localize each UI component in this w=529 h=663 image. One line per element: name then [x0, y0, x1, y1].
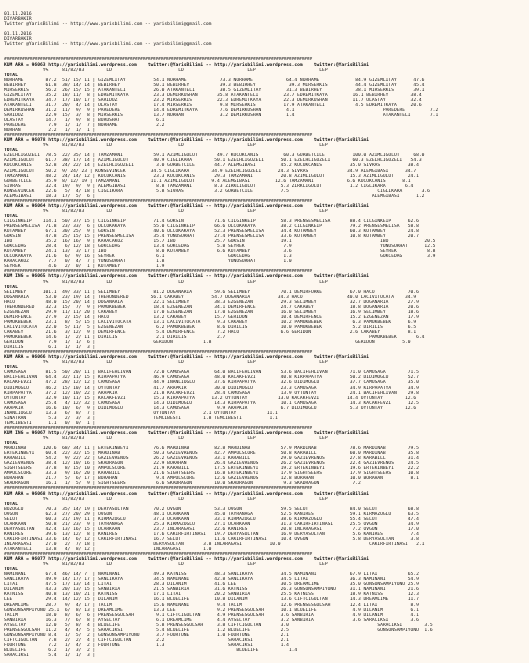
horse-row: DEMIRKUSHAN 31.2 11/ 9/ 9 | PAREDERE 14.4 EDREMITKAYA 7.6 DEMIRKUSHAN 4.1 PAREDERE 7.2 [4, 107, 439, 113]
horse-row: DERYASULTAN 42.4 13/ 16/ 15 | UCARKAAN 23.7 INLARAGASI 22.6 KANIRES 20.8 INLARAGASI 7.2 OVGUN 17.0 [4, 526, 419, 532]
horse-row: DOGANARIA 53.0 23/ 19/ 14 | THEHUNDERED 56.1 CAKABEY 54.7 DOGANARIA 34.3 HACO 40.0 LACIVITOCATA 34.9 [4, 294, 417, 300]
report-location: DIYARBAKIR [4, 17, 32, 23]
horse-row: THEHUNDERED 32.3 15/ 7/ 9 | PAMUKBEBEK 18.4 EZGENEZAN 34.1 DEMIRFENCE 24.7 CAKABEY 18.8 DOGANARIA 20.6 [4, 304, 419, 310]
horse-row: AYSELTAY 12.0 5/ 8/ 4 | BLUELIFE 5.8 PRENSESGULSAH 3.8 CIFTCIGULTAN 3.0 SARACIKSI 3.5 [4, 622, 433, 628]
horse-row: CAKABEY 21.6 3/ 12/ 9 | DEMIRFENCE 5.4 DEMIRFENCE 7.2 HACO 6.6 GERIDON 2.6 CAKABEY 8.1 [4, 330, 417, 335]
horse-row: CAKIRFIRTINASI 33.6 14/ 6/ 12 | CAKIRFIRTINASI 16.7 SELUT 11.6 CAKIRFIRTINASI 10.4 OVGUN 5.8 DERYASULTAN 3.8 [4, 536, 419, 542]
horse-row: NURHAN 2.2 1/ 1/ 1 | [4, 128, 96, 134]
horse-row: PRENSESMELISA 71.8 23/ 33/ 6 | OLCOKAKAYA 55.0 CILGINKEIP 66.6 OLCOKAKAYA 38.2 CILGINKEIP 79.2 PRENSESMELISA 58.8 [4, 224, 419, 230]
race-title: KUM ARA = 96077 http://yarisbilimi.wordpress.com twitter:@YarisBilimi -- http://yarisbilimi.wordpress.com twitter:@YarisBilimi [4, 557, 370, 563]
horse-row: PAMUKBEBEK 14.6 1/ 2/ 11 | DIRILIS 2.1 DIRILIS 2.7 PAMUKBEBEK 6.4 [4, 335, 425, 341]
column-header: Y% 81/82/83 LD LD LEP LEP [4, 435, 328, 441]
race-block [4, 57, 525, 133]
race-title: KUM ARA = 96078 http://yarisbilimi.wordpress.com twitter:@YarisBilimi -- http://yarisbilimi.wordpress.com twitter:@YarisBilimi [4, 138, 370, 144]
horse-row: GUNSONSAMPIYONU 25.1 6/ 8/ 13 | DREAMLIME 13.3 LEE 9.2 PRENSESGULSAH 10.1 BLUELIFE 4.9 DILANIM 6.1 [4, 607, 419, 613]
race-block [4, 552, 525, 658]
horse-row: OYTUNTAY 32.9 10/ 11/ 15 | KACAKFEVZI 15.3 KIRPAPATYA 13.2 OYTUNTAY 13.0 KACAKFEVZI 14.4 OYTUNTAY 12.6 [4, 395, 417, 401]
horse-row: DIRILIS 6.1 1/ 1/ 3 | [4, 345, 96, 351]
horse-row: INLARAGASI 27.0 2/ 7/ 18 | DERYASULTAN 3.8 INLARAGASI 10.0 CAKIRFIRTINASI 2.1 [4, 541, 425, 547]
total-row: TOTAL [4, 441, 118, 447]
total-row: TOTAL [4, 365, 118, 371]
horse-row: SINATRAN 5.3 2/ 3/ 3 | TEMCIBESTI 1.8 TEMCIBESTI 1.1 [4, 415, 278, 421]
horse-row: ARAPKIR 16.6 10/ 6/ 9 | DIDIMOGLU 14.3 CAMUSAGA 9.9 ARAPKIR 6.7 DIDIMOGLU 5.3 OYTUNTAY 12.6 [4, 405, 417, 411]
horse-row: SANBIRIA 16.3 7/ 6/ 8 | AYSELTAY 6.1 DREAMLIME 4.4 AYSELTAY 3.2 SANBIRIA 3.6 SARACIKSI 3.6 [4, 617, 419, 623]
horse-row: KUTAMBEY 24.1 13/ 3/ 17 | IBO 8.0 KUTAMBEY 6.6 KUTAMBEY 3.6 SEYREK 8.8 [4, 249, 436, 255]
horse-row: OLCOKAKAYA 21.6 6/ 9/ 16 | SEYREK 6.1 GOKCEDAG 1.3 GOKCEDAG 3.9 [4, 254, 436, 260]
horse-row: PAMUKBEBEK 23.1 8/ 5/ 15 | LACIVITOCATA 13.1 LACIVITOCATA 9.3 CAKABEY 10.2 PAMUKBEBEK 6.3 PAMUKBEBEK 6.9 [4, 319, 417, 325]
section-separator: ######################################################################################################################## [4, 198, 312, 204]
race-title: KUM ING = 96067 http://yarisbilimi.wordpress.com twitter:@YarisBilimi -- http://yarisbilimi.wordpress.com twitter:@YarisBilimi [4, 430, 370, 436]
section-separator: ######################################################################################################################## [4, 269, 312, 275]
horse-row: ALEMGIBASI 18.3 17/ 5/ 6 | ALEMGIBASI 1.2 [4, 193, 425, 199]
horse-row: SIVRAS 32.4 19/ 9/ 9 | ALEMGIBASI 8.8 TAMZAMANI 8.3 ZIRKLIGULUT 5.3 ZIRKLIGULUT 1.2 CIGLIKARA 6.4 [4, 183, 414, 189]
section-separator: ######################################################################################################################## [4, 486, 312, 492]
section-separator: ######################################################################################################################## [4, 425, 312, 431]
race-block [4, 269, 525, 350]
horse-row: SKADRAGON 16.1 1/ 5/ 9 | SIGHTSEERS 6.6 SKADRAGON 10.0 SKADRAGON 9.3 SKADRAGON 7.2 [4, 481, 361, 487]
horse-row: BOZOGLU 70.3 35/ 14/ 19 | DERYASULTAN 70.2 OVGUN 53.3 OVGUN 59.5 SELUT 84.0 SELUT 68.8 [4, 506, 419, 512]
horse-row: NORHAME 87.2 51/ 15/ 11 | GIZEMLITAY 54.1 NORHAME 73.3 NORHAME 64.4 NORHAME 84.9 GIZEMLITAY 47.6 [4, 77, 425, 83]
horse-row: INANLIOGLU 13.3 6/ 8/ 7 | OYTUNTAY 2.1 OYTUNTAY 11.1 [4, 410, 278, 416]
horse-row: GOKCEDAG 28.4 6/ 12/ 18 | GOKCEDAG 13.4 GOKCEDAG 5.8 SEYREK 7.9 YUNUSURHAT 12.5 [4, 244, 436, 250]
race-report [4, 2, 525, 663]
horse-row: HACO 48.0 15/ 20/ 14 | DOGANARIA 22.1 SELIMBEY 38.3 EZGENEZAN 29.3 SELIMBEY 32.7 DOGANARIA 27.9 [4, 299, 419, 305]
horse-row: BLUELIFE 6.2 1/ 3/ 2 | BLUELIFE 1.4 [4, 647, 298, 653]
horse-row: ATAKANTELI 13.8 4/ 8/ 12 | INLARAGASI 1.0 [4, 547, 212, 553]
column-header: Y% 81/82/83 LD LD LEP LEP [4, 67, 328, 73]
race-list [4, 57, 525, 658]
horse-row: BEBIRHEY 61.8 38/ 14/ 14 | BEBIRHEY 50.1 BEBIRHEY 39.3 BEBIRHEY 39.3 MIRSERKIS 44.4 GIZEMLITAY 45.4 [4, 82, 425, 88]
horse-row: MARDINAB 120.6 68/ 34/ 11 | ERTEKINBEYI 76.6 MARDINAB 82.8 MARDINAB 57.9 MARDINAB 78.6 MARDINAB 79.5 [4, 446, 419, 452]
total-row: TOTAL [4, 148, 118, 154]
report-location: DIYARBAKIR [4, 37, 32, 43]
horse-row: KUCUKCANIS 52.8 24/ 22/ 14 | EZELHLIGUZELI 3.0 GURBETCILE 44.7 ALEMGIBASI 45.2 KUCUKCANIS 35.0 SIVRAS 38.4 [4, 163, 419, 169]
horse-row: TEMCIBESTI 1.1 0/ 0/ 1 | [4, 420, 96, 426]
horse-row: EDREMITKAYA 34.7 17/ 10/ 17 | SARIDUZ 23.2 MIRSERKIS 22.3 EDREMITKAYA 22.3 DEMIRKUSHAN 11.7 ULASTAY 32.4 [4, 97, 422, 103]
total-row: TOTAL [4, 72, 118, 78]
horse-row: GAZIEVRENOS 38.4 12/ 10/ 16 | SKADRAGON 22.9 BORAHAN 26.4 GAZIEVRENOS 26.2 GAZIEVRENOS 22.4 GAZIEVRENOS 24.5 [4, 461, 419, 467]
horse-row: AZIMLIGULUT 61.7 38/ 17/ 14 | AZIMLIGULUT 40.9 CIGLIKARA 50.1 EZELHLIGUZELI 50.1 EZELHLIGUZELI 60.3 EZELHLIGUZELI 54.3 [4, 158, 422, 164]
horse-row: CAMUSAGA 25.4 4/ 12/ 32 | CAMUSAGA 14.3 DIDIMOGLU 14.3 KIRPAPATYA 10.1 CAMUSAGA 14.3 KACAKFEVZI 12.5 [4, 400, 419, 406]
horse-row: ERTEKINBEYI 60.4 22/ 32/ 15 | MARDINAB 50.3 GAZIEVRENOS 42.7 AMPULSCORE 50.8 KARABILL 60.0 MARDINAB 35.8 [4, 451, 419, 457]
horse-row: PAREDERE 7.9 1/ 1/ 7 | NORHAME 2.2 [4, 123, 165, 129]
horse-row: DREAMLIME 28.7 9/ 4/ 17 | TACIM 15.6 NAMINANI 9.4 TACIM 12.6 PRENSESGULSAH 12.4 LITAI 8.9 [4, 602, 419, 608]
section-separator: ######################################################################################################################## [4, 350, 312, 356]
race-title: KUM ARA = 96068 http://yarisbilimi.wordpress.com twitter:@YarisBilimi -- http://yarisbilimi.wordpress.com twitter:@YarisBilimi [4, 491, 370, 497]
race-title: KUM ARA = 96064 http://yarisbilimi.wordpress.com twitter:@YarisBilimi -- http://yarisbilimi.wordpress.com twitter:@YarisBilimi [4, 203, 370, 209]
horse-row: ATAKANTELI 31.7 20/ 4/ 14 | ULASTAY 17.4 MIRSERKIS 9.8 MIRSERKIS 17.9 ATAKANTELI 4.5 EDREMITKAYA 20.6 [4, 102, 422, 108]
horse-row: GUNSONSAMPIYONU 8.4 1/ 5/ 2 | GUNSONSAMPIYONU 3.7 FOURTUNE 1.0 FOURTUNE 2.1 [4, 632, 289, 638]
column-header: Y% 81/82/83 LD LD LEP LEP [4, 279, 328, 285]
horse-row: UCARKAAN 50.8 21/ 23/ 9 | TAYRANAGA 25.3 KIRMAZOGLU 27.1 UCARKAAN 31.3 CAKIRFIRTINASI 25.5 OVGUN 34.9 [4, 521, 419, 527]
horse-row: IBO 35.2 16/ 16/ 9 | KARACAKOZ 15.7 IBO 25.7 GOKSIN 19.1 IBO 20.5 [4, 239, 436, 245]
horse-row: CAMUSAGA 81.5 50/ 20/ 11 | BACIFEHLIVAN 72.0 CAMUSAGA 64.0 BACIFEHLIVAN 53.6 BACIFEHLIVAN 71.0 CAMUSAGA 71.5 [4, 370, 419, 376]
horse-row: NAMINANI 67.4 46/ 14/ 7 | NAMINANI 49.3 KATNISS 48.3 SANLIKAYA 34.5 NAMINANI 67.9 LITAI 65.2 [4, 572, 419, 578]
horse-row: SANLIKAYA 49.9 14/ 17/ 17 | SANLIKAYA 34.5 NAMINANI 42.8 SANLIKAYA 34.5 LITAI 36.3 NAMINANI 54.9 [4, 577, 419, 583]
report-header [4, 12, 525, 47]
horse-row: TAMZAMANI 48.2 24/ 14/ 12 | KUCUKCANIS 23.3 KUCUKCANIS 29.3 TAMZAMANI 20.8 AZIMLIGULUT 15.3 AZIMLIGULUT 24.1 [4, 173, 419, 179]
horse-row: CILGINKEIP 114.1 50/ 37/ 15 | CILGINKEIP 71.4 GOKSIN 71.6 CILGINKEIP 58.3 PRENSESMELISA 88.4 CILGINKEIP 62.6 [4, 218, 419, 224]
race-block [4, 486, 525, 552]
horse-row: OVGUN 62.3 27/ 20/ 29 | OVGUN 48.1 UCARKAAN 45.0 TAYRANAGA 52.5 KANIRES 59.1 KIRMAZOGLU 63.5 [4, 511, 419, 517]
horse-row: KONSEVINCEK 22.6 5/ 4/ 18 | CIGLIKARA 5.8 SIVRAS 3.2 GURBETCILE 7.5 CIGLIKARA 3.6 [4, 188, 430, 194]
column-header: Y% 81/82/83 LD LD LEP LEP [4, 208, 328, 214]
horse-row: AMPULSCORE 33.3 9/ 16/ 20 | KARABILL 21.6 SIGHTSEERS 16.8 ERTEKINBEYI 17.9 SIGHTSEERS 17.9 SIGHTSEERS 10.8 [4, 471, 419, 477]
horse-row: LITAI 47.5 17/ 13/ 14 | LITAI 28.3 DILANIM 41.6 LEE 30.5 DREAMLIME 35.0 GUNSONSAMPIYONU 25.9 [4, 582, 419, 588]
horse-row: SIGHTSEERS 37.8 8/ 15/ 10 | AMPULSCORE 21.9 KARABILL 17.5 ERTEKINBEYI 19.2 ERTEKINBEYI 19.6 ERTEKINBEYI 22.2 [4, 466, 419, 472]
horse-row: SELUT 60.3 21/ 19/ 11 | KIRMAZOGLU 37.3 UCARKAAN 33.1 KIRMAZOGLU 38.6 KIRMAZOGLU 55.4 SELUT 47.4 [4, 516, 419, 522]
report-contact-line: Twitter @YarisBilimi -- http://www.yarisbilimi.com -- yarisbilimi@gmail.com [4, 22, 212, 28]
horse-row: KARACAKOZ 7.7 0/ 4/ 7 | YUNUSURHAT 1.8 YUNUSURHAT 1.0 [4, 259, 292, 265]
horse-row: KACAKFEVZI 47.2 28/ 12/ 12 | CAMUSAGA 44.9 INANLIOGLU 37.6 KIRPAPATYA 32.6 DIDIMOGLU 37.7 CAMUSAGA 35.0 [4, 380, 419, 386]
horse-row: KATNISS 40.8 13/ 10/ 21 | KATNISS 17.1 LITAI 20.2 SANBIRIA 25.5 KATNISS 18.9 KATNISS 12.3 [4, 592, 419, 598]
horse-row: SELIMBEY 101.1 49/ 33/ 11 | SELIMBEY 81.2 DOGANARIA 59.6 SELIMBEY 70.1 DEMIRFURKE 67.0 HACO 70.6 [4, 289, 419, 295]
horse-row: LEE 29.4 14/ 12/ 15 | DILANIM 16.1 BLUELIFE 10.8 DILANIM 13.6 CIFTCIGULTAN 14.3 DREAMLIME 11.7 [4, 597, 419, 603]
report-contact-line: Twitter @YarisBilimi -- http://www.yarisbilimi.com -- yarisbilimi@gmail.com [4, 42, 212, 48]
race-title: KUM ARA = 96066 http://yarisbilimi.wordpress.com twitter:@YarisBilimi -- http://yarisbilimi.wordpress.com twitter:@YarisBilimi [4, 355, 370, 361]
horse-row: MIRSERKIS 56.2 26/ 15/ 15 | ATAKANTELI 26.0 ATAKANTELI 38.5 GIZEMLITAY 31.3 BEBIRHEY 38.1 MIRSERKIS 39.1 [4, 87, 425, 93]
section-separator: ######################################################################################################################## [4, 552, 312, 558]
horse-row: PRENSESGULSAH 11.2 4/ 4/ 5 | SARACIKSI 5.4 BLUELIFE 1.2 BLUELIFE 2.5 GUNSONSAMPIYONU 1.6 [4, 627, 433, 633]
horse-row: SARIDUZ 22.9 15/ 3/ 8 | MIRSERKIS 13.7 NURHAN 3.2 DEMIRKUSHAN 1.4 ATAKANTELI 7.1 [4, 112, 439, 118]
race-title: KUM ARA = 96063 http://yarisbilimi.wordpress.com twitter:@YarisBilimi -- http://yarisbilimi.wordpress.com twitter:@YarisBilimi [4, 62, 370, 68]
race-block [4, 199, 525, 270]
total-row: TOTAL [4, 213, 118, 219]
horse-row: GERIDON 7.9 1/ 1/ 6 | GERIDON 1.8 GERIDON 5.0 [4, 340, 411, 346]
horse-row: DEMIRFENCE 27.9 2/ 15/ 14 | HACO 13.2 CAKABEY 15.7 GERIDON 10.4 DEMIRFENCE 15.2 EZGENEZAN 17.9 [4, 314, 419, 320]
horse-row: EZELHLIGUZELI 78.5 22/ 35/ 14 | TAMZAMANI 59.1 AZIMLIGULUT 49.7 KUCUKCANIS 60.3 GURBETCILE 100.0 AZIMLIGULUT 68.0 [4, 153, 425, 159]
horse-row: KARABILL 54.2 9/ 22/ 22 | GAZIEVRENOS 26.2 GAZIEVRENOS 33.1 KARABILL 29.0 GAZIEVRENOS 27.8 KARABILL 31.4 [4, 456, 419, 462]
horse-row: GIZEMLITAY 35.2 18/ 11/ 8 | EDREMITKAYA 23.3 DEMIRKUSHAN 35.8 ATAKANTELI 23.7 EDREMITKAYA 16.1 BEBIRHEY 38.4 [4, 92, 422, 98]
horse-row: SARACIKSI 5.4 1/ 1/ 3 | [4, 653, 96, 658]
section-separator: ######################################################################################################################## [4, 57, 312, 63]
race-block [4, 133, 525, 199]
horse-row: BACIFEHLIVAN 64.4 32/ 11/ 15 | KIRPAPATYA 46.9 CAMUSAGA 48.0 KACAKFEVZI 40.8 KIRPAPATYA 50.2 DIDIMOGLU 52.7 [4, 375, 419, 381]
horse-row: EZGENEZAN 29.9 11/ 11/ 20 | CAKABEY 17.0 EZGENEZAN 17.0 EZGENEZAN 16.0 SELIMBEY 16.9 SELIMBEY 18.6 [4, 309, 419, 315]
horse-row: CIFTCIGULTAN 7.8 2/ 2/ 4 | CIFTCIGULTAN 2.2 SARACIKSI 2.1 [4, 637, 289, 643]
horse-row: DILANIM 43.3 20/ 13/ 15 | SANBIRIA 21.5 SANBIRIA 31.6 KATNISS 26.3 GUNSONSAMPIYONU 31.1 NAMINANI 21.6 [4, 587, 419, 593]
horse-row: GOKSIN 47.8 25/ 15/ 15 | PRENSESMELISA 35.4 YUNUSURHAT 27.4 PRENSESMELISA 33.6 KUTAMBEY 10.8 KUTAMBEY 20.7 [4, 234, 419, 240]
report-date: 01.11.2016 [4, 32, 32, 38]
horse-row: BORAHAN 21.7 5/ 6/ 17 | BORAHAN 9.4 AMPULSCORE 12.6 GAZIEVRENOS 12.8 BORAHAN 10.0 BORAHAN 8.1 [4, 476, 419, 482]
total-row: TOTAL [4, 284, 118, 290]
race-block [4, 350, 525, 426]
report-date: 01.11.2016 [4, 12, 32, 18]
column-header: Y% 81/82/83 LD LD LEP LEP [4, 496, 328, 502]
horse-row: KUTAMBEY 67.1 30/ 25/ 9 | GOKSIN 40.6 OLCOKAKAYA 52.3 PRENSESMELISA 34.4 KUTAMBEY 60.3 KUTAMBEY 24.8 [4, 229, 419, 235]
column-header: Y% 81/82/83 LD LD LEP LEP [4, 562, 328, 568]
horse-row: AZIMLIGULUT 50.2 9/ 24/ 23 | KONSEVINCEK 34.5 CIGLIKARA 34.9 EZELHLIGUZELI 24.3 SIVRAS 34.9 ALEMGIBASI 34.7 [4, 168, 417, 174]
section-separator: ######################################################################################################################## [4, 133, 312, 139]
horse-row: LACIVITOCATA 22.0 5/ 11/ 5 | EZGENEZAN 6.2 PAMUKBEBEK 8.6 DIRILIS 10.0 PAMUKBEBEK 5.2 DIRILIS 6.5 [4, 324, 417, 330]
column-header: Y% 81/82/83 LD LD LEP LEP [4, 143, 328, 149]
horse-row: TACIM 18.0 8/ 6/ 6 | PRENSESGULSAH 9.1 CIFTCIGULTAN 4.9 PRENSESGULSAH 3.6 SANBIRIA 4.9 DILANIM 4.1 [4, 612, 419, 618]
horse-row: GURBETCILE 35.9 8/ 12/ 19 | TAMZAMANI 11.1 AZIMLIGULUT 9.4 ALEMGIBASI 12.6 TAMZAMANI 6.6 KUCUKCANIS 8.1 [4, 178, 411, 184]
race-title: KUM ING = 96065 http://yarisbilimi.wordpress.com twitter:@YarisBilimi -- http://yarisbilimi.wordpress.com twitter:@YarisBilimi [4, 274, 370, 280]
horse-row: KIRPAPATYA 37.2 12/ 10/ 22 | ARAPKIR 21.8 KACAKFEVZI 28.4 CAMUSAGA 13.9 OYTUNTAY 24.1 BACIFEHLIVAN 29.8 [4, 390, 419, 396]
total-row: TOTAL [4, 501, 118, 507]
horse-row: DIDIMOGLU 46.2 15/ 10/ 14 | OYTUNTAY 41.7 ARAPKIR 30.0 DIDIMOGLU 23.3 CAMUSAGA 34.9 KIRPAPATYA 34.9 [4, 385, 419, 391]
race-block [4, 426, 525, 487]
horse-row: SEYREK 4.6 2/ 0/ 1 | KUTAMBEY 1.9 [4, 264, 165, 270]
column-header: Y% 81/82/83 LD LD LEP LEP [4, 360, 328, 366]
horse-row: ULASTAY 14.7 1/ 9/ 8 | BURUSHAT 6.1 [4, 118, 165, 124]
total-row: TOTAL [4, 567, 118, 573]
horse-row: FOURTUNE 7.2 1/ 4/ 2 | FOURTUNE 1.3 SARACIKSI 1.4 [4, 642, 289, 648]
horse-row: KANIRES 39.6 13/ 12/ 8 | KANIRES 17.6 CAKIRFIRTINASI 19.7 DERYASULTAN 16.9 DERYASULTAN 5.6 KANIRES 7.4 [4, 531, 419, 537]
